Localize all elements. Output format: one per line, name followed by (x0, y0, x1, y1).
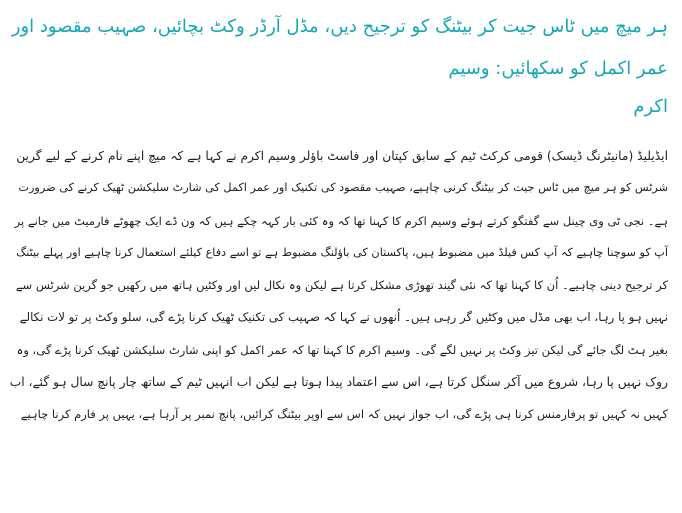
body-line: نہیں ہو پا رہا، اب بھی مڈل میں وکٹیں گر رہی ہیں۔ اُنھوں نے کہا کہ صہیب کی تکنیک ٹھیک کرنا پڑے گی، سلو وکٹ پر تو لات نکالے (19, 310, 668, 325)
body-line: ایڈیلیڈ (مانیٹرنگ ڈیسک) قومی کرکٹ ٹیم کے سابق کپتان اور فاسٹ باؤلر وسیم اکرم نے کہا ہے کہ میچ اپنے نام کرنے کے لیے گرین (16, 149, 668, 163)
body-line: بغیر ہٹ لگ جائے گی لیکن تیز وکٹ پر نہیں لگے گی۔ وسیم اکرم کا کہنا تھا کہ عمر اکمل کو اپنی شارٹ سلیکشن ٹھیک کرنا پڑے گی، وہ (16, 342, 668, 357)
body-line: شرٹس کو ہر میچ میں ٹاس جیت کر بیٹنگ کرنی چاہیے، صہیب مقصود کی تکنیک اور عمر اکمل کی شارٹ سلیکشن ٹھیک کرنے کی ضرورت (18, 181, 668, 195)
body-line: ہے۔ نجی ٹی وی چینل سے گفتگو کرتے ہوئے وسیم اکرم کا کہنا تھا کہ وہ کئی بار کہہ چکے ہیں کہ ون ڈے ایک چھوٹے فارمیٹ میں جانے پر (14, 213, 668, 228)
body-line: روک نہیں پا رہا، شروع میں آکر سنگل کرتا ہے، اس سے اعتماد پیدا ہوتا ہے لیکن اب انہیں ٹیم کے ساتھ چار پانچ سال ہو گئے، اب (9, 375, 668, 390)
body-line: کر ترجیح دینی چاہیے۔ اُن کا کہنا تھا کہ نئی گیند تھوڑی مشکل کرتا ہے لیکن وہ نکال لیں اور وکٹیں ہاتھ میں رکھیں جو گرین شرٹس سے (15, 278, 668, 293)
article-body (10, 140, 668, 431)
headline-line: ہر میچ میں ٹاس جیت کر بیٹنگ کو ترجیح دیں، مڈل آرڈر وکٹ بچائیں، صہیب مقصود اور عمر اکمل کو سکھائیں: وسیم (11, 16, 668, 79)
body-line: کہیں نہ کہیں تو پرفارمنس کرنا ہی پڑے گی، اب جواز نہیں کہ اس سے اوپر بیٹنگ کرائیں، پانچ نمبر پر آرہا ہے، یہیں پر فارم کرنا چاہیے (20, 407, 668, 422)
headline-line: اکرم (633, 96, 668, 117)
body-line: آپ کو سوچنا چاہیے کہ آپ کس فیلڈ میں مضبوط ہیں، پاکستان کی باؤلنگ مضبوط ہے تو اسے دفاع کیلئے استعمال کرنا چاہیے اور پہلے بیٹنگ (16, 245, 668, 259)
article-headline (10, 6, 668, 128)
